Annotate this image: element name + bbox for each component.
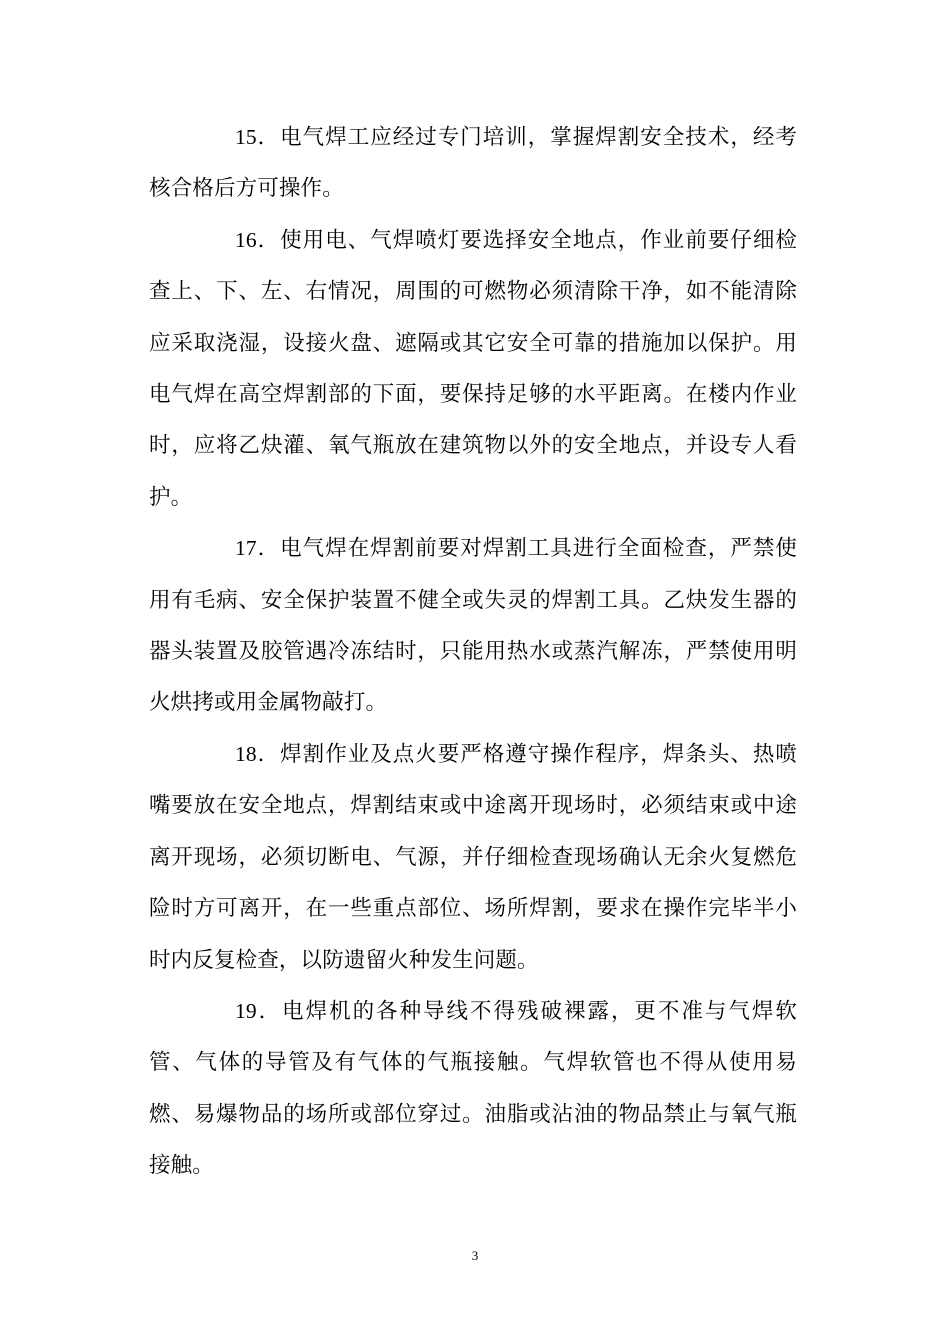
paragraph-number: 19 [235, 998, 257, 1023]
paragraph-number: 16 [235, 227, 257, 252]
paragraph-text: ．电气焊在焊割前要对焊割工具进行全面检查，严禁使用有毛病、安全保护装置不健全或失灵的焊割工具。乙炔发生器的器头装置及胶管遇冷冻结时，只能用热水或蒸汽解冻，严禁使用明火烘拷或用金属物敲打。 [149, 536, 797, 716]
paragraph-16 [149, 215, 797, 523]
paragraph-18 [149, 729, 797, 986]
paragraph-15 [149, 112, 797, 215]
paragraph-number: 17 [235, 536, 257, 561]
paragraph-text: ．焊割作业及点火要严格遵守操作程序，焊条头、热喷嘴要放在安全地点，焊割结束或中途离开现场时，必须结束或中途离开现场，必须切断电、气源，并仔细检查现场确认无余火复燃危险时方可离开，在一些重点部位、场所焊割，要求在操作完毕半小时内反复检查，以防遗留火种发生问题。 [149, 741, 797, 973]
body-text [149, 112, 797, 1192]
paragraph-19 [149, 986, 797, 1192]
paragraph-text: ．电焊机的各种导线不得残破裸露，更不准与气焊软管、气体的导管及有气体的气瓶接触。气焊软管也不得从使用易燃、易爆物品的场所或部位穿过。油脂或沾油的物品禁止与氧气瓶接触。 [149, 998, 797, 1179]
paragraph-number: 15 [235, 125, 257, 149]
paragraph-text: ．电气焊工应经过专门培训，掌握焊割安全技术，经考核合格后方可操作。 [149, 125, 797, 202]
paragraph-text: ．使用电、气焊喷灯要选择安全地点，作业前要仔细检查上、下、左、右情况，周围的可燃物必须清除干净，如不能清除应采取浇湿，设接火盘、遮隔或其它安全可靠的措施加以保护。用电气焊在高空焊割部的下面，要保持足够的水平距离。在楼内作业时，应将乙炔灌、氧气瓶放在建筑物以外的安全地点，并设专人看护。 [149, 227, 797, 510]
paragraph-number: 18 [235, 741, 257, 766]
page-number: 3 [471, 1248, 479, 1263]
paragraph-17 [149, 523, 797, 729]
